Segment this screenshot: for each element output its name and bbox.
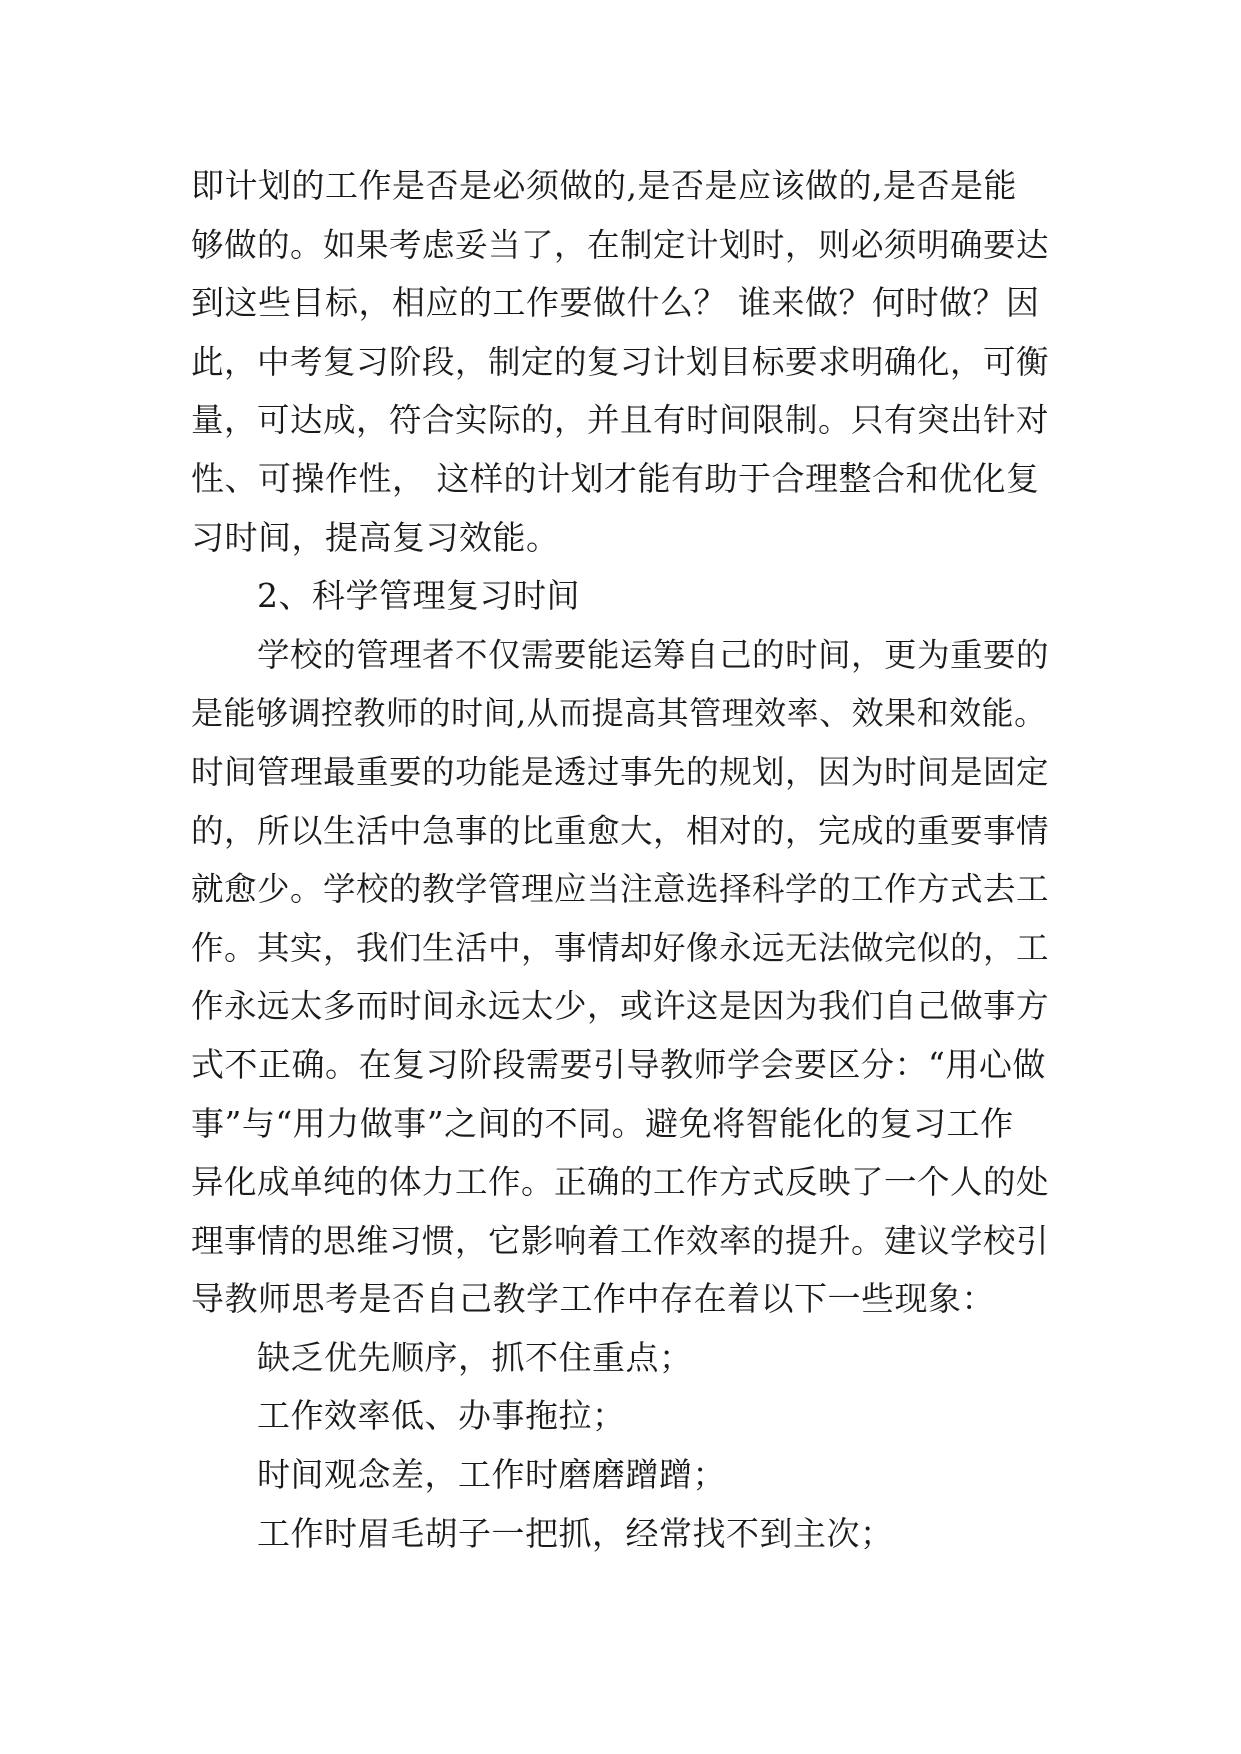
list-item: 工作效率低、办事拖拉； bbox=[257, 1396, 626, 1436]
text-line: 事”与“用力做事”之间的不同。避免将智能化的复习工作 bbox=[191, 1103, 1014, 1143]
text-line: 够做的。如果考虑妥当了，在制定计划时，则必须明确要达 bbox=[191, 225, 1050, 264]
list-item: 时间观念差，工作时磨磨蹭蹭； bbox=[257, 1455, 726, 1495]
list-item: 缺乏优先顺序，抓不住重点； bbox=[257, 1337, 693, 1377]
text-line: 式不正确。在复习阶段需要引导教师学会要区分：“用心做 bbox=[191, 1044, 1046, 1084]
text-line: 作。其实，我们生活中，事情却好像永远无法做完似的，工 bbox=[191, 928, 1050, 967]
text-line: 就愈少。学校的教学管理应当注意选择科学的工作方式去工 bbox=[191, 870, 1050, 909]
text-line: 到这些目标，相应的工作要做什么？ 谁来做？何时做？因 bbox=[191, 283, 1040, 323]
text-line: 即计划的工作是否是必须做的,是否是应该做的,是否是能 bbox=[191, 166, 1017, 205]
text-line: 的，所以生活中急事的比重愈大，相对的，完成的重要事情 bbox=[191, 811, 1050, 850]
text-line: 习时间，提高复习效能。 bbox=[191, 517, 560, 557]
section-heading: 2、科学管理复习时间 bbox=[257, 576, 580, 616]
text-line: 异化成单纯的体力工作。正确的工作方式反映了一个人的处 bbox=[191, 1163, 1050, 1202]
text-line: 作永远太多而时间永远太少，或许这是因为我们自己做事方 bbox=[191, 987, 1050, 1026]
text-line: 量，可达成，符合实际的，并且有时间限制。只有突出针对 bbox=[191, 401, 1050, 440]
list-item: 工作时眉毛胡子一把抓，经常找不到主次； bbox=[257, 1513, 894, 1553]
text-line: 导教师思考是否自己教学工作中存在着以下一些现象： bbox=[191, 1279, 995, 1319]
text-line: 学校的管理者不仅需要能运筹自己的时间，更为重要的 bbox=[257, 635, 1050, 674]
text-line: 是能够调控教师的时间,从而提高其管理效率、效果和效能。 bbox=[191, 694, 1047, 733]
text-line: 性、可操作性， 这样的计划才能有助于合理整合和优化复 bbox=[191, 458, 1040, 498]
text-line: 时间管理最重要的功能是透过事先的规划，因为时间是固定 bbox=[191, 752, 1050, 791]
text-line: 理事情的思维习惯，它影响着工作效率的提升。建议学校引 bbox=[191, 1221, 1050, 1260]
document-body bbox=[191, 157, 1057, 1563]
text-line: 此，中考复习阶段，制定的复习计划目标要求明确化，可衡 bbox=[191, 342, 1050, 381]
